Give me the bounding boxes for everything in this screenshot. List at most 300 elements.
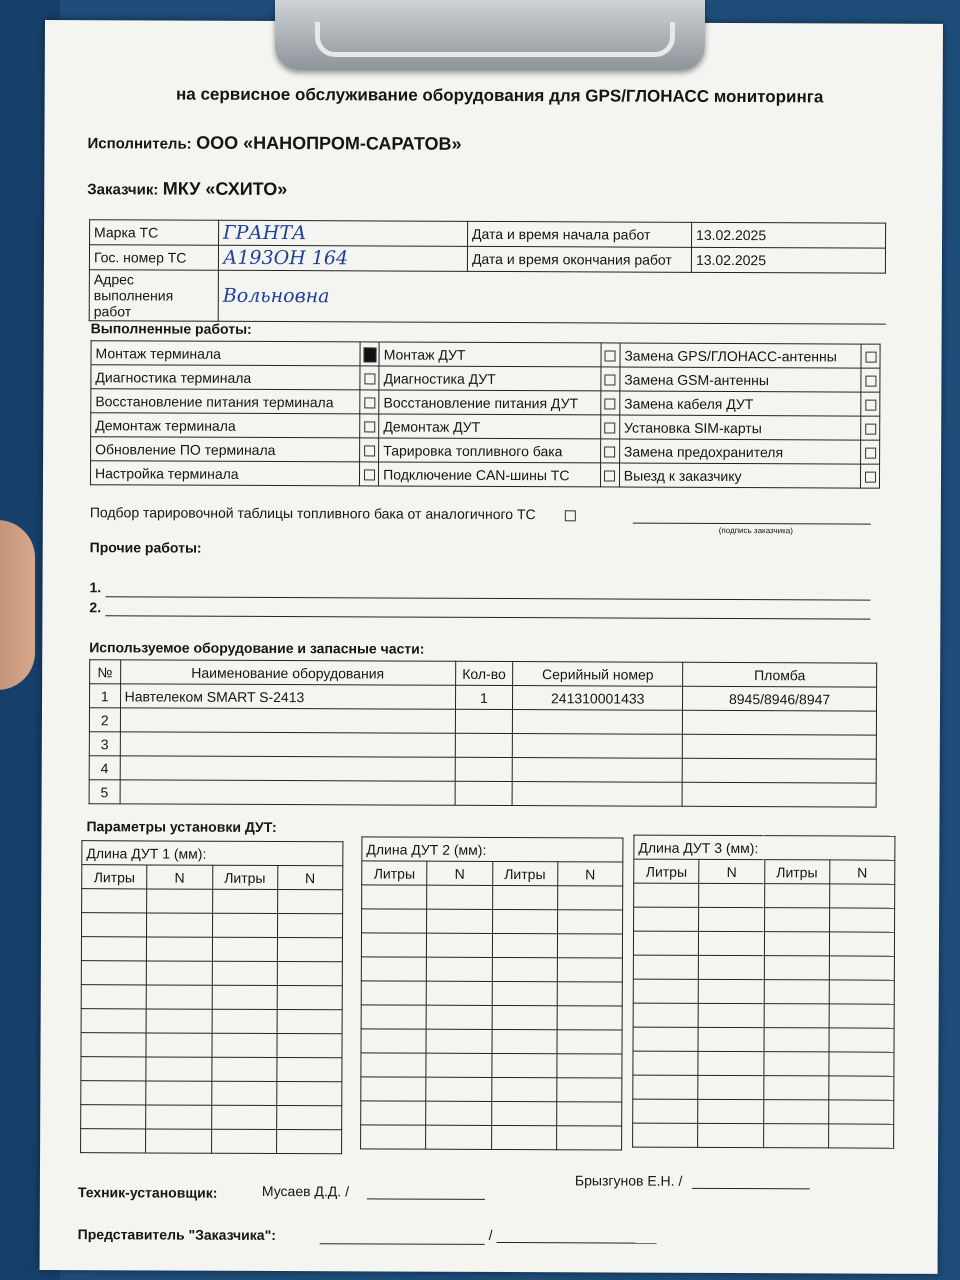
works-table	[90, 340, 881, 488]
dut-column-header: N	[557, 862, 622, 886]
dut-cell[interactable]	[212, 1009, 277, 1033]
dut-cell[interactable]	[211, 1105, 276, 1129]
dut-cell[interactable]	[698, 979, 763, 1003]
equipment-cell	[455, 709, 513, 733]
dut-cell[interactable]	[211, 1057, 276, 1081]
dut-row	[633, 1075, 894, 1100]
dut-row	[361, 1077, 622, 1102]
dut-cell[interactable]	[212, 985, 277, 1009]
dut-cell[interactable]	[829, 932, 894, 956]
dut-cell[interactable]	[829, 956, 894, 980]
dut-row	[633, 979, 894, 1004]
dut-cell[interactable]	[361, 1101, 426, 1125]
dut-cell[interactable]	[427, 957, 492, 981]
table-row	[89, 780, 876, 807]
work-item-checkbox-cell	[360, 462, 379, 486]
dut-cell[interactable]	[829, 884, 894, 908]
representative-label: Представитель "Заказчика":	[77, 1226, 276, 1244]
dut-row	[633, 931, 894, 956]
equipment-column-header: Серийный номер	[513, 662, 683, 687]
table-row	[89, 756, 876, 783]
equipment-cell	[512, 758, 682, 783]
dut-cell[interactable]	[426, 1101, 491, 1125]
dut-cell[interactable]	[763, 1124, 828, 1148]
dut-cell[interactable]	[277, 1082, 342, 1106]
dut-cell[interactable]	[362, 885, 427, 909]
dut-row	[81, 961, 342, 986]
dut-cell[interactable]	[763, 1100, 828, 1124]
executor-label: Исполнитель:	[87, 135, 192, 153]
dut-cell[interactable]	[633, 1003, 698, 1027]
works-heading: Выполненные работы:	[90, 320, 252, 337]
dut-cell[interactable]	[81, 1057, 146, 1081]
dut-row	[81, 985, 342, 1010]
work-item-label: Восстановление питания ДУТ	[379, 390, 601, 415]
dut-table	[360, 836, 623, 1150]
work-item-checkbox-cell	[360, 366, 379, 390]
dut-cell[interactable]	[764, 1004, 829, 1028]
dut-cell[interactable]	[492, 885, 557, 909]
dut-cell[interactable]	[81, 961, 146, 985]
work-item-label: Монтаж терминала	[91, 341, 360, 366]
dut-heading: Параметры установки ДУТ:	[86, 818, 277, 836]
equipment-cell	[512, 782, 682, 807]
dut-cell[interactable]	[146, 1033, 211, 1057]
work-item-checkbox[interactable]	[864, 472, 875, 483]
dut-cell[interactable]	[556, 1126, 621, 1150]
work-item-checkbox[interactable]	[605, 399, 616, 410]
dut-cell[interactable]	[557, 934, 622, 958]
dut-cell[interactable]	[633, 955, 698, 979]
dut-cell[interactable]	[764, 908, 829, 932]
equipment-cell: 2	[89, 708, 120, 732]
dut-cell[interactable]	[491, 1077, 556, 1101]
dut-cell[interactable]	[277, 1058, 342, 1082]
calibration-checkbox[interactable]	[565, 510, 576, 521]
dut-table	[632, 835, 895, 1149]
calibration-label: Подбор тарировочной таблицы топливного бака от аналогичного ТС	[89, 504, 536, 523]
work-item-label: Монтаж ДУТ	[379, 342, 601, 367]
dut-cell[interactable]	[81, 1105, 146, 1129]
work-item-label: Подключение CAN-шины ТС	[379, 462, 601, 487]
dut-row	[633, 1027, 894, 1052]
dut-cell[interactable]	[426, 1125, 491, 1149]
equipment-cell: 1	[89, 684, 120, 708]
equipment-cell	[455, 733, 513, 757]
work-item-checkbox[interactable]	[865, 448, 876, 459]
dut-cell[interactable]	[426, 1053, 491, 1077]
equipment-column-header: Наименование оборудования	[120, 660, 455, 685]
dut-cell[interactable]	[146, 985, 211, 1009]
equipment-cell: 1	[455, 685, 513, 709]
dut-cell[interactable]	[361, 1077, 426, 1101]
end-label: Дата и время окончания работ	[467, 246, 691, 272]
work-item-checkbox[interactable]	[865, 352, 876, 363]
dut-cell[interactable]	[492, 957, 557, 981]
dut-row	[634, 883, 895, 908]
document-page	[40, 20, 943, 1274]
start-label: Дата и время начала работ	[468, 221, 692, 247]
dut-cell[interactable]	[557, 1030, 622, 1054]
work-item-checkbox-cell	[861, 440, 880, 464]
dut-cell[interactable]	[763, 1052, 828, 1076]
works-row	[90, 461, 879, 488]
work-item-checkbox-cell	[601, 343, 620, 367]
thumb	[0, 520, 35, 690]
dut-table-title: Длина ДУТ 1 (мм):	[82, 841, 343, 866]
work-item-checkbox[interactable]	[364, 398, 375, 409]
other-line-1-num: 1.	[89, 579, 102, 596]
dut-column-header: Литры	[492, 861, 557, 885]
work-item-checkbox[interactable]	[605, 375, 616, 386]
dut-cell[interactable]	[634, 907, 699, 931]
dut-table	[80, 840, 343, 1154]
equipment-cell	[455, 781, 513, 805]
dut-cell[interactable]	[764, 956, 829, 980]
dut-cell[interactable]	[427, 885, 492, 909]
dut-cell[interactable]	[557, 910, 622, 934]
dut-cell[interactable]	[146, 1057, 211, 1081]
dut-cell[interactable]	[81, 1081, 146, 1105]
work-item-checkbox[interactable]	[604, 447, 615, 458]
dut-cell[interactable]	[633, 1027, 698, 1051]
executor-line	[87, 132, 461, 155]
dut-column-header: Литры	[634, 859, 699, 883]
dut-column-header: Литры	[82, 865, 147, 889]
equipment-heading: Используемое оборудование и запасные части:	[89, 639, 425, 657]
dut-cell[interactable]	[491, 1053, 556, 1077]
dut-cell[interactable]	[491, 1125, 556, 1149]
representative-name-line[interactable]	[320, 1243, 485, 1245]
dut-cell[interactable]	[634, 883, 699, 907]
dut-cell[interactable]	[764, 932, 829, 956]
dut-cell[interactable]	[764, 980, 829, 1004]
dut-cell[interactable]	[699, 955, 764, 979]
dut-cell[interactable]	[829, 1028, 894, 1052]
work-item-label: Демонтаж терминала	[91, 413, 360, 438]
dut-cell[interactable]	[491, 1101, 556, 1125]
dut-cell[interactable]	[277, 1010, 342, 1034]
work-item-checkbox[interactable]	[364, 470, 375, 481]
dut-cell[interactable]	[361, 1029, 426, 1053]
dut-cell[interactable]	[81, 937, 146, 961]
work-item-checkbox[interactable]	[865, 400, 876, 411]
dut-cell[interactable]	[212, 913, 277, 937]
table-row	[89, 708, 876, 735]
dut-cell[interactable]	[828, 1124, 893, 1148]
works-row	[91, 413, 880, 440]
equipment-cell	[120, 708, 455, 733]
dut-cell[interactable]	[212, 961, 277, 985]
dut-row	[361, 1053, 622, 1078]
dut-cell[interactable]	[556, 1102, 621, 1126]
work-item-checkbox-cell	[360, 390, 379, 414]
dut-row	[633, 1123, 894, 1148]
dut-cell[interactable]	[829, 980, 894, 1004]
dut-cell[interactable]	[763, 1076, 828, 1100]
executor-value: ООО «НАНОПРОМ-САРАТОВ»	[196, 132, 462, 154]
customer-signature-line[interactable]	[633, 523, 871, 525]
dut-row	[81, 1057, 342, 1082]
dut-cell[interactable]	[633, 1099, 698, 1123]
dut-row	[81, 937, 342, 962]
dut-cell[interactable]	[146, 1129, 211, 1153]
equipment-cell: 3	[89, 732, 120, 756]
work-item-checkbox[interactable]	[865, 376, 876, 387]
work-item-checkbox-cell	[601, 367, 620, 391]
dut-cell[interactable]	[277, 890, 342, 914]
dut-cell[interactable]	[633, 979, 698, 1003]
dut-cell[interactable]	[361, 1005, 426, 1029]
dut-cell[interactable]	[698, 1051, 763, 1075]
dut-cell[interactable]	[147, 889, 212, 913]
work-item-label: Установка SIM-карты	[619, 415, 860, 440]
dut-cell[interactable]	[362, 909, 427, 933]
dut-cell[interactable]	[426, 981, 491, 1005]
dut-cell[interactable]	[699, 883, 764, 907]
dut-cell[interactable]	[829, 908, 894, 932]
dut-cell[interactable]	[633, 1123, 698, 1147]
work-item-checkbox-cell	[600, 439, 619, 463]
work-item-checkbox[interactable]	[865, 424, 876, 435]
work-item-checkbox-cell	[861, 368, 880, 392]
work-item-checkbox-cell	[600, 463, 619, 487]
other-line-1[interactable]	[105, 596, 870, 600]
dut-cell[interactable]	[361, 1125, 426, 1149]
work-item-label: Диагностика ДУТ	[379, 366, 601, 391]
dut-row	[361, 1005, 622, 1030]
work-item-checkbox[interactable]	[364, 374, 375, 385]
work-item-label: Диагностика терминала	[91, 365, 360, 390]
customer-label: Заказчик:	[87, 181, 159, 199]
dut-cell[interactable]	[699, 931, 764, 955]
work-item-label: Обновление ПО терминала	[91, 437, 360, 462]
dut-column-header: N	[277, 866, 342, 890]
dut-row	[633, 1003, 894, 1028]
technician-2: Брызгунов Е.Н. /	[574, 1172, 683, 1189]
work-item-label: Замена GSM-антенны	[620, 367, 861, 392]
dut-cell[interactable]	[557, 1054, 622, 1078]
document-title: на сервисное обслуживание оборудования для GPS/ГЛОНАСС мониторинга	[176, 84, 824, 107]
dut-cell[interactable]	[427, 933, 492, 957]
signature-caption: (подпись заказчика)	[718, 525, 793, 536]
dut-row	[362, 885, 623, 910]
dut-cell[interactable]	[829, 1076, 894, 1100]
dut-cell[interactable]	[829, 1052, 894, 1076]
works-row	[91, 365, 880, 392]
work-item-label: Выезд к заказчику	[619, 463, 860, 488]
dut-cell[interactable]	[212, 889, 277, 913]
customer-value: МКУ «СХИТО»	[162, 178, 288, 200]
brand-value: ГРАНТА	[219, 220, 468, 246]
dut-cell[interactable]	[557, 982, 622, 1006]
work-item-checkbox[interactable]	[604, 471, 615, 482]
dut-cell[interactable]	[81, 1129, 146, 1153]
dut-cell[interactable]	[361, 933, 426, 957]
dut-cell[interactable]	[212, 937, 277, 961]
dut-cell[interactable]	[147, 937, 212, 961]
dut-row	[361, 1029, 622, 1054]
works-row	[91, 437, 880, 464]
other-works-heading: Прочие работы:	[89, 539, 202, 556]
dut-cell[interactable]	[829, 1004, 894, 1028]
equipment-cell: 5	[89, 780, 120, 804]
dut-cell[interactable]	[146, 1105, 211, 1129]
dut-row	[634, 907, 895, 932]
customer-line	[87, 178, 287, 200]
dut-cell[interactable]	[82, 913, 147, 937]
work-item-checkbox[interactable]	[363, 347, 376, 362]
dut-column-header: N	[147, 865, 212, 889]
dut-row	[82, 889, 343, 914]
dut-cell[interactable]	[361, 1053, 426, 1077]
dut-cell[interactable]	[557, 958, 622, 982]
technician-2-signature-line[interactable]	[692, 1188, 810, 1190]
address-label: Адрес выполнения работ	[89, 270, 218, 322]
calibration-line	[90, 504, 576, 522]
dut-row	[361, 1101, 622, 1126]
work-item-checkbox-cell	[861, 416, 880, 440]
dut-cell[interactable]	[492, 981, 557, 1005]
work-item-checkbox[interactable]	[604, 423, 615, 434]
table-row	[89, 684, 876, 711]
dut-cell[interactable]	[147, 913, 212, 937]
equipment-cell	[120, 780, 455, 805]
dut-cell[interactable]	[211, 1129, 276, 1153]
dut-cell[interactable]	[277, 962, 342, 986]
dut-cell[interactable]	[277, 986, 342, 1010]
dut-column-header: N	[427, 861, 492, 885]
dut-row	[361, 933, 622, 958]
plate-value: А193ОН 164	[218, 245, 467, 271]
dut-cell[interactable]	[492, 909, 557, 933]
equipment-cell: 4	[89, 756, 120, 780]
equipment-column-header: Пломба	[683, 662, 877, 687]
end-value: 13.02.2025	[691, 247, 885, 273]
dut-cell[interactable]	[764, 1028, 829, 1052]
dut-cell[interactable]	[426, 1077, 491, 1101]
dut-row	[633, 955, 894, 980]
equipment-cell: 8945/8946/8947	[683, 686, 877, 711]
dut-cell[interactable]	[828, 1100, 893, 1124]
dut-cell[interactable]	[699, 907, 764, 931]
dut-cell[interactable]	[698, 1075, 763, 1099]
work-item-checkbox[interactable]	[364, 446, 375, 457]
equipment-cell	[455, 757, 513, 781]
dut-row	[633, 1099, 894, 1124]
dut-cell[interactable]	[276, 1130, 341, 1154]
dut-cell[interactable]	[277, 914, 342, 938]
dut-cell[interactable]	[492, 1005, 557, 1029]
dut-cell[interactable]	[633, 931, 698, 955]
work-item-checkbox-cell	[360, 342, 379, 366]
vehicle-table	[89, 219, 886, 324]
dut-cell[interactable]	[492, 933, 557, 957]
dut-table-title: Длина ДУТ 3 (мм):	[634, 835, 895, 860]
dut-cell[interactable]	[361, 957, 426, 981]
dut-row	[82, 913, 343, 938]
representative-separator: /	[488, 1226, 493, 1243]
dut-cell[interactable]	[276, 1106, 341, 1130]
dut-column-header: Литры	[764, 860, 829, 884]
clipboard-clip	[275, 0, 705, 70]
dut-cell[interactable]	[147, 961, 212, 985]
dut-cell[interactable]	[82, 889, 147, 913]
dut-cell[interactable]	[81, 1009, 146, 1033]
equipment-cell	[682, 758, 876, 783]
dut-column-header: Литры	[212, 865, 277, 889]
dut-cell[interactable]	[426, 1005, 491, 1029]
equipment-cell: 241310001433	[513, 686, 683, 711]
dut-column-header: N	[829, 860, 894, 884]
work-item-checkbox-cell	[860, 464, 879, 488]
dut-cell[interactable]	[427, 909, 492, 933]
dut-cell[interactable]	[633, 1051, 698, 1075]
dut-cell[interactable]	[698, 1123, 763, 1147]
dut-cell[interactable]	[633, 1075, 698, 1099]
work-item-checkbox-cell	[861, 392, 880, 416]
work-item-checkbox[interactable]	[364, 422, 375, 433]
dut-row	[361, 981, 622, 1006]
works-row	[91, 389, 880, 416]
work-item-checkbox-cell	[360, 414, 379, 438]
representative-signature-line[interactable]	[497, 1242, 657, 1244]
dut-cell[interactable]	[557, 1078, 622, 1102]
equipment-cell	[513, 710, 683, 735]
dut-row	[81, 1009, 342, 1034]
work-item-checkbox-cell	[861, 344, 880, 368]
dut-row	[81, 1129, 342, 1154]
dut-cell[interactable]	[81, 985, 146, 1009]
equipment-cell	[120, 732, 455, 757]
work-item-label: Тарировка топливного бака	[379, 438, 601, 463]
dut-row	[633, 1051, 894, 1076]
dut-row	[361, 1125, 622, 1150]
dut-row	[81, 1081, 342, 1106]
dut-cell[interactable]	[361, 981, 426, 1005]
dut-cell[interactable]	[146, 1081, 211, 1105]
work-item-label: Замена GPS/ГЛОНАСС-антенны	[620, 343, 861, 368]
start-value: 13.02.2025	[692, 222, 886, 248]
work-item-label: Демонтаж ДУТ	[379, 414, 601, 439]
technician-1-signature-line[interactable]	[367, 1198, 485, 1200]
work-item-checkbox[interactable]	[605, 351, 616, 362]
dut-cell[interactable]	[211, 1033, 276, 1057]
equipment-cell	[120, 756, 455, 781]
work-item-label: Замена предохранителя	[619, 439, 860, 464]
dut-row	[362, 909, 623, 934]
dut-cell[interactable]	[81, 1033, 146, 1057]
equipment-column-header: Кол-во	[455, 661, 513, 685]
dut-cell[interactable]	[698, 1099, 763, 1123]
dut-cell[interactable]	[277, 938, 342, 962]
dut-cell[interactable]	[426, 1029, 491, 1053]
dut-cell[interactable]	[764, 884, 829, 908]
dut-cell[interactable]	[211, 1081, 276, 1105]
dut-row	[81, 1033, 342, 1058]
dut-column-header: Литры	[362, 861, 427, 885]
dut-cell[interactable]	[557, 1006, 622, 1030]
dut-cell[interactable]	[146, 1009, 211, 1033]
dut-cell[interactable]	[698, 1003, 763, 1027]
dut-cell[interactable]	[277, 1034, 342, 1058]
address-value: Вольновна	[218, 270, 885, 324]
other-line-2[interactable]	[105, 615, 870, 619]
dut-cell[interactable]	[698, 1027, 763, 1051]
dut-cell[interactable]	[557, 886, 622, 910]
plate-label: Гос. номер ТС	[89, 245, 218, 271]
dut-cell[interactable]	[491, 1029, 556, 1053]
